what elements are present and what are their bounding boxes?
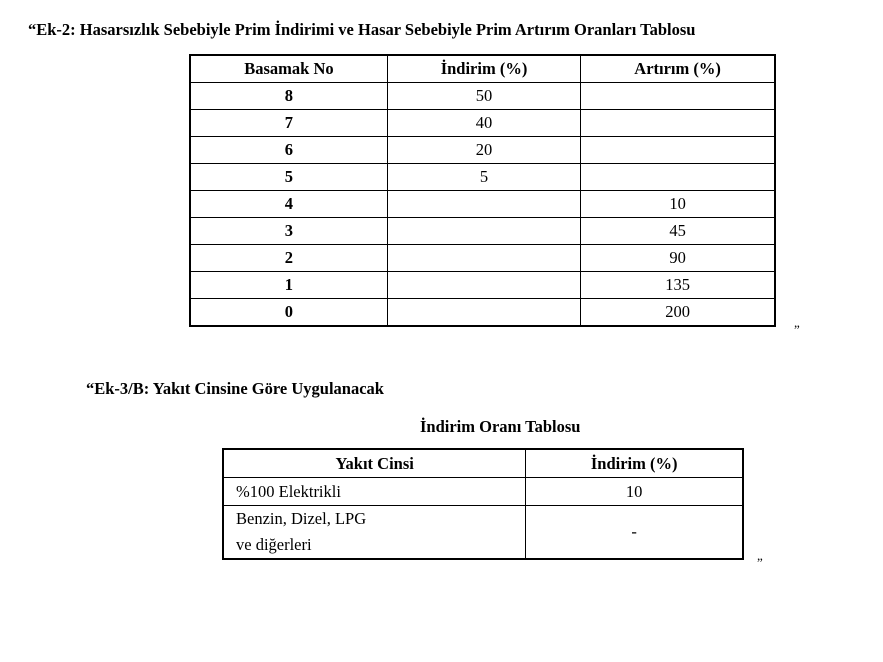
ek2-closing-quote: ” [794, 322, 800, 337]
header-basamak-no: Basamak No [190, 55, 387, 83]
cell-indirim [387, 299, 580, 327]
cell-artirim: 200 [581, 299, 775, 327]
header-yakit-cinsi: Yakıt Cinsi [223, 449, 526, 478]
cell-fuel-type [223, 506, 526, 560]
cell-basamak: 8 [190, 83, 387, 110]
cell-indirim: 20 [387, 137, 580, 164]
ek3b-closing-quote: ” [757, 555, 763, 570]
header-artirim: Artırım (%) [581, 55, 775, 83]
cell-basamak: 7 [190, 110, 387, 137]
cell-indirim [387, 191, 580, 218]
table-row [223, 478, 743, 506]
table-header-row [223, 449, 743, 478]
ek2-title: “Ek-2: Hasarsızlık Sebebiyle Prim İndirimi ve Hasar Sebebiyle Prim Artırım Oranları Tablosu [28, 20, 696, 39]
table-row [190, 137, 775, 164]
cell-indirim [387, 245, 580, 272]
ek3b-subtitle: İndirim Oranı Tablosu [420, 417, 581, 436]
cell-indirim [387, 218, 580, 245]
table-row [190, 299, 775, 327]
table-row [190, 83, 775, 110]
cell-artirim: 135 [581, 272, 775, 299]
table-row [190, 218, 775, 245]
cell-indirim: 50 [387, 83, 580, 110]
table-row [190, 272, 775, 299]
cell-indirim [387, 272, 580, 299]
table-row [190, 245, 775, 272]
cell-indirim: 40 [387, 110, 580, 137]
cell-discount: - [526, 506, 743, 560]
fuel-type-line-2: ve diğerleri [236, 535, 312, 554]
table-row [223, 506, 743, 560]
cell-fuel-type [223, 478, 526, 506]
cell-artirim [581, 110, 775, 137]
ek3b-title: “Ek-3/B: Yakıt Cinsine Göre Uygulanacak [86, 379, 384, 398]
cell-basamak: 4 [190, 191, 387, 218]
header-indirim: İndirim (%) [387, 55, 580, 83]
ek3b-table [222, 448, 744, 560]
cell-basamak: 6 [190, 137, 387, 164]
cell-discount: 10 [526, 478, 743, 506]
cell-artirim: 10 [581, 191, 775, 218]
cell-artirim: 45 [581, 218, 775, 245]
cell-basamak: 5 [190, 164, 387, 191]
fuel-type-line-1: %100 Elektrikli [236, 481, 341, 501]
cell-basamak: 3 [190, 218, 387, 245]
cell-basamak: 1 [190, 272, 387, 299]
cell-artirim [581, 83, 775, 110]
cell-artirim [581, 164, 775, 191]
table-row [190, 110, 775, 137]
table-row [190, 164, 775, 191]
table-row [190, 191, 775, 218]
cell-indirim: 5 [387, 164, 580, 191]
cell-artirim: 90 [581, 245, 775, 272]
table-header-row [190, 55, 775, 83]
cell-artirim [581, 137, 775, 164]
fuel-type-line-1: Benzin, Dizel, LPG [236, 509, 367, 528]
header-indirim: İndirim (%) [526, 449, 743, 478]
cell-basamak: 2 [190, 245, 387, 272]
ek2-table [189, 54, 776, 327]
cell-basamak: 0 [190, 299, 387, 327]
